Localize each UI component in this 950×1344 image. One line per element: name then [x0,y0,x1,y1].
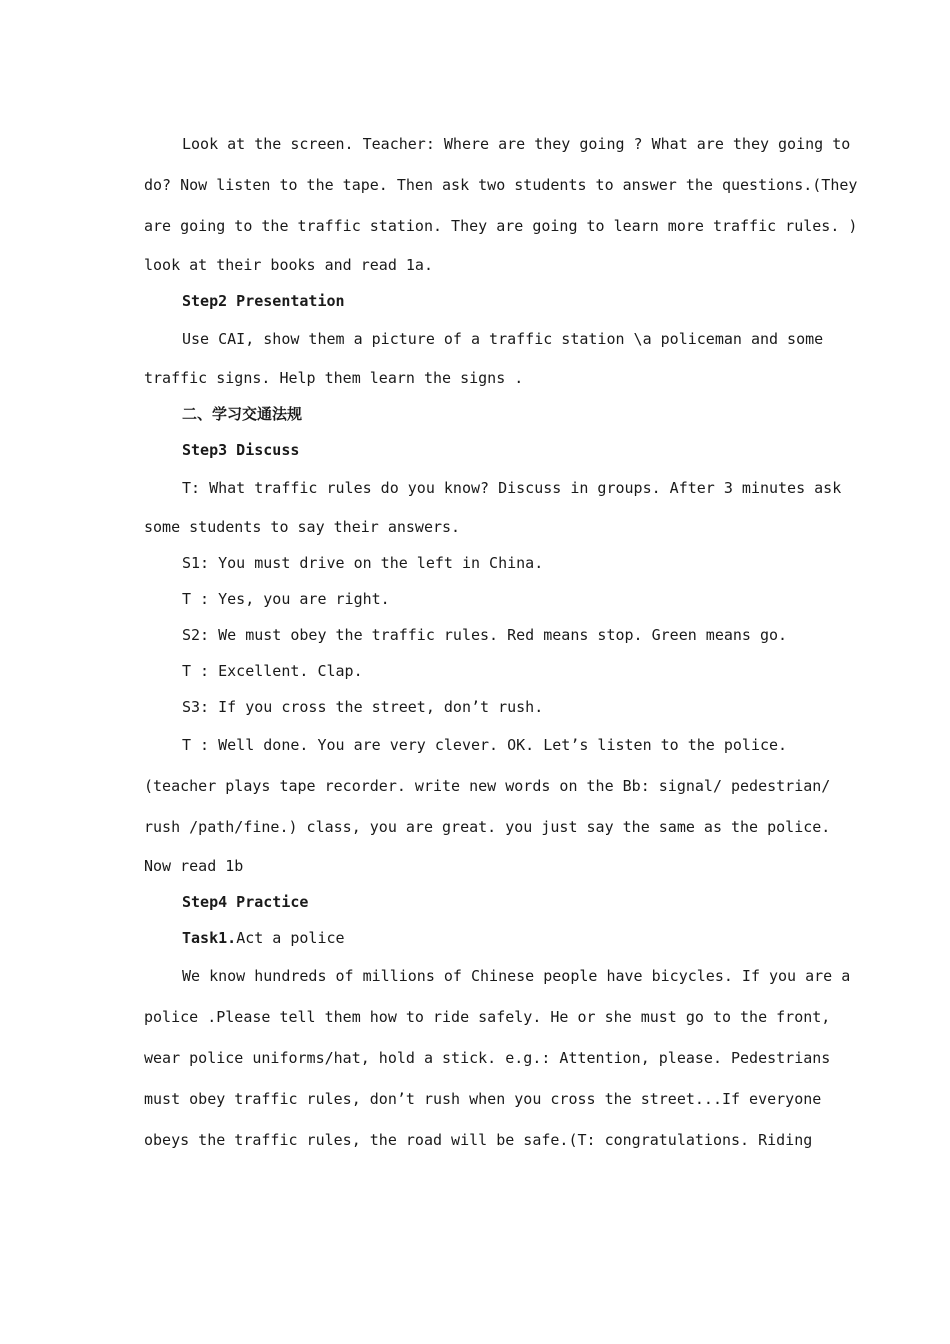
step3-line-1: T: What traffic rules do you know? Discuss in groups. After 3 minutes ask [182,479,842,497]
step4-heading: Step4 Practice [182,893,309,911]
section-heading: 二、学习交通法规 [182,405,303,423]
task1-body-line-2: police .Please tell them how to ride safely. He or she must go to the front, [144,1008,831,1026]
closing-line-1: T : Well done. You are very clever. OK. Let’s listen to the police. [182,736,788,754]
step3-line-2: some students to say their answers. [144,518,461,536]
task1-text: Act a police [236,929,345,947]
intro-line-3: are going to the traffic station. They are going to learn more traffic rules. ) [144,217,858,235]
step2-line-1: Use CAI, show them a picture of a traffic station \a policeman and some [182,330,824,348]
closing-line-3: rush /path/fine.) class, you are great. you just say the same as the police. [144,818,831,836]
step3-heading: Step3 Discuss [182,441,300,459]
task1-body-line-5: obeys the traffic rules, the road will be safe.(T: congratulations. Riding [144,1131,813,1149]
task1-line [144,920,810,956]
step2-heading: Step2 Presentation [182,292,345,310]
intro-line-1: Look at the screen. Teacher: Where are they going ? What are they going to [182,135,851,153]
dialogue-line-t2: T : Excellent. Clap. [182,662,363,680]
dialogue-line-s2: S2: We must obey the traffic rules. Red means stop. Green means go. [182,626,788,644]
dialogue-line-s3: S3: If you cross the street, don’t rush. [182,698,544,716]
closing-line-4: Now read 1b [144,857,244,875]
task1-body-line-1: We know hundreds of millions of Chinese people have bicycles. If you are a [182,967,851,985]
task1-body-line-4: must obey traffic rules, don’t rush when you cross the street...If everyone [144,1090,822,1108]
intro-line-2: do? Now listen to the tape. Then ask two students to answer the questions.(They [144,176,858,194]
task1-body-line-3: wear police uniforms/hat, hold a stick. e.g.: Attention, please. Pedestrians [144,1049,831,1067]
document-page [144,124,858,1161]
step2-line-2: traffic signs. Help them learn the signs . [144,369,524,387]
dialogue-line-t1: T : Yes, you are right. [182,590,390,608]
closing-line-2: (teacher plays tape recorder. write new words on the Bb: signal/ pedestrian/ [144,777,831,795]
task1-label: Task1. [182,929,237,947]
intro-line-4: look at their books and read 1a. [144,256,433,274]
dialogue-line-s1: S1: You must drive on the left in China. [182,554,544,572]
